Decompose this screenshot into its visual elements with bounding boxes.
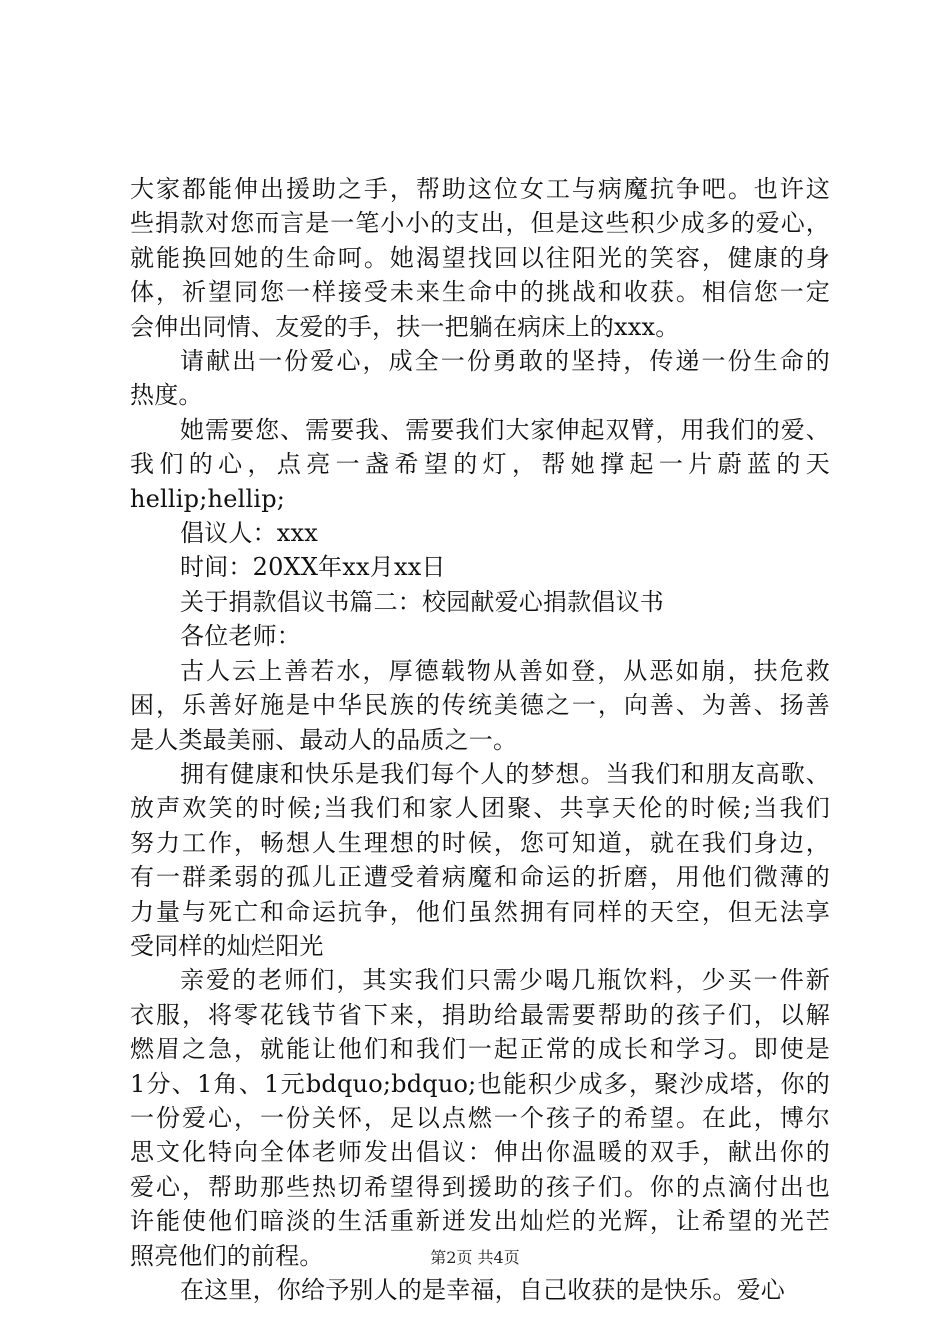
text-line: 会伸出同情、友爱的手，扶一把躺在病床上的xxx。 [130, 312, 680, 341]
text-line: 是人类最美丽、最动人的品质之一。 [130, 725, 518, 754]
paragraph-start-line: 古人云上善若水，厚德载物从善如登，从恶如崩，扶危救 [180, 656, 830, 685]
text-line: 衣服，将零花钱节省下来，捐助给最需要帮助的孩子们，以解 [130, 1000, 830, 1029]
text-line: 思文化特向全体老师发出倡议：伸出你温暖的双手，献出你的 [130, 1138, 830, 1167]
text-line: 体，祈望同您一样接受未来生命中的挑战和收获。相信您一定 [130, 278, 830, 307]
text-line: 燃眉之急，就能让他们和我们一起正常的成长和学习。即使是 [130, 1035, 830, 1064]
text-line: 就能换回她的生命呵。她渴望找回以往阳光的笑容，健康的身 [130, 243, 830, 272]
page-footer [0, 1245, 950, 1268]
paragraph-start-line: 拥有健康和快乐是我们每个人的梦想。当我们和朋友高歌、 [180, 759, 830, 788]
salutation-line: 各位老师： [180, 622, 301, 651]
text-line: hellip;hellip; [130, 484, 286, 513]
text-line: 热度。 [130, 381, 203, 410]
paragraph-start-line: 她需要您、需要我、需要我们大家伸起双臂，用我们的爱、 [180, 415, 830, 444]
page-number-label: 第2页 共4页 [430, 1248, 520, 1267]
section-heading: 关于捐款倡议书篇二：校园献爱心捐款倡议书 [180, 587, 664, 616]
proposer-line: 倡议人：xxx [180, 519, 319, 548]
text-line: 放声欢笑的时候;当我们和家人团聚、共享天伦的时候;当我们 [130, 794, 830, 823]
text-line: 许能使他们暗淡的生活重新迸发出灿烂的光辉，让希望的光芒 [130, 1207, 830, 1236]
text-line: 一份爱心，一份关怀，足以点燃一个孩子的希望。在此，博尔 [130, 1103, 830, 1132]
document-body [130, 172, 830, 1307]
text-line: 有一群柔弱的孤儿正遭受着病魔和命运的折磨，用他们微薄的 [130, 863, 830, 892]
text-line: 受同样的灿烂阳光 [130, 931, 324, 960]
text-line: 力量与死亡和命运抗争，他们虽然拥有同样的天空，但无法享 [130, 897, 830, 926]
text-line: 爱心，帮助那些热切希望得到援助的孩子们。你的点滴付出也 [130, 1172, 830, 1201]
text-line: 些捐款对您而言是一笔小小的支出，但是这些积少成多的爱心， [130, 209, 830, 238]
text-line: 照亮他们的前程。 [130, 1241, 324, 1270]
text-line: 我们的心，点亮一盏希望的灯，帮她撑起一片蔚蓝的天 [130, 450, 830, 479]
text-line: 困，乐善好施是中华民族的传统美德之一，向善、为善、扬善 [130, 691, 830, 720]
paragraph-start-line: 亲爱的老师们，其实我们只需少喝几瓶饮料，少买一件新 [180, 966, 830, 995]
text-line: 1分、1角、1元bdquo;bdquo;也能积少成多，聚沙成塔，你的 [130, 1069, 830, 1098]
date-line: 时间：20XX年xx月xx日 [180, 553, 446, 582]
text-line: 大家都能伸出援助之手，帮助这位女工与病魔抗争吧。也许这 [130, 175, 830, 203]
paragraph-start-line: 请献出一份爱心，成全一份勇敢的坚持，传递一份生命的 [180, 347, 830, 376]
text-line: 努力工作，畅想人生理想的时候，您可知道，就在我们身边， [130, 828, 830, 857]
paragraph-start-line: 在这里，你给予别人的是幸福，自己收获的是快乐。爱心 [180, 1276, 785, 1304]
